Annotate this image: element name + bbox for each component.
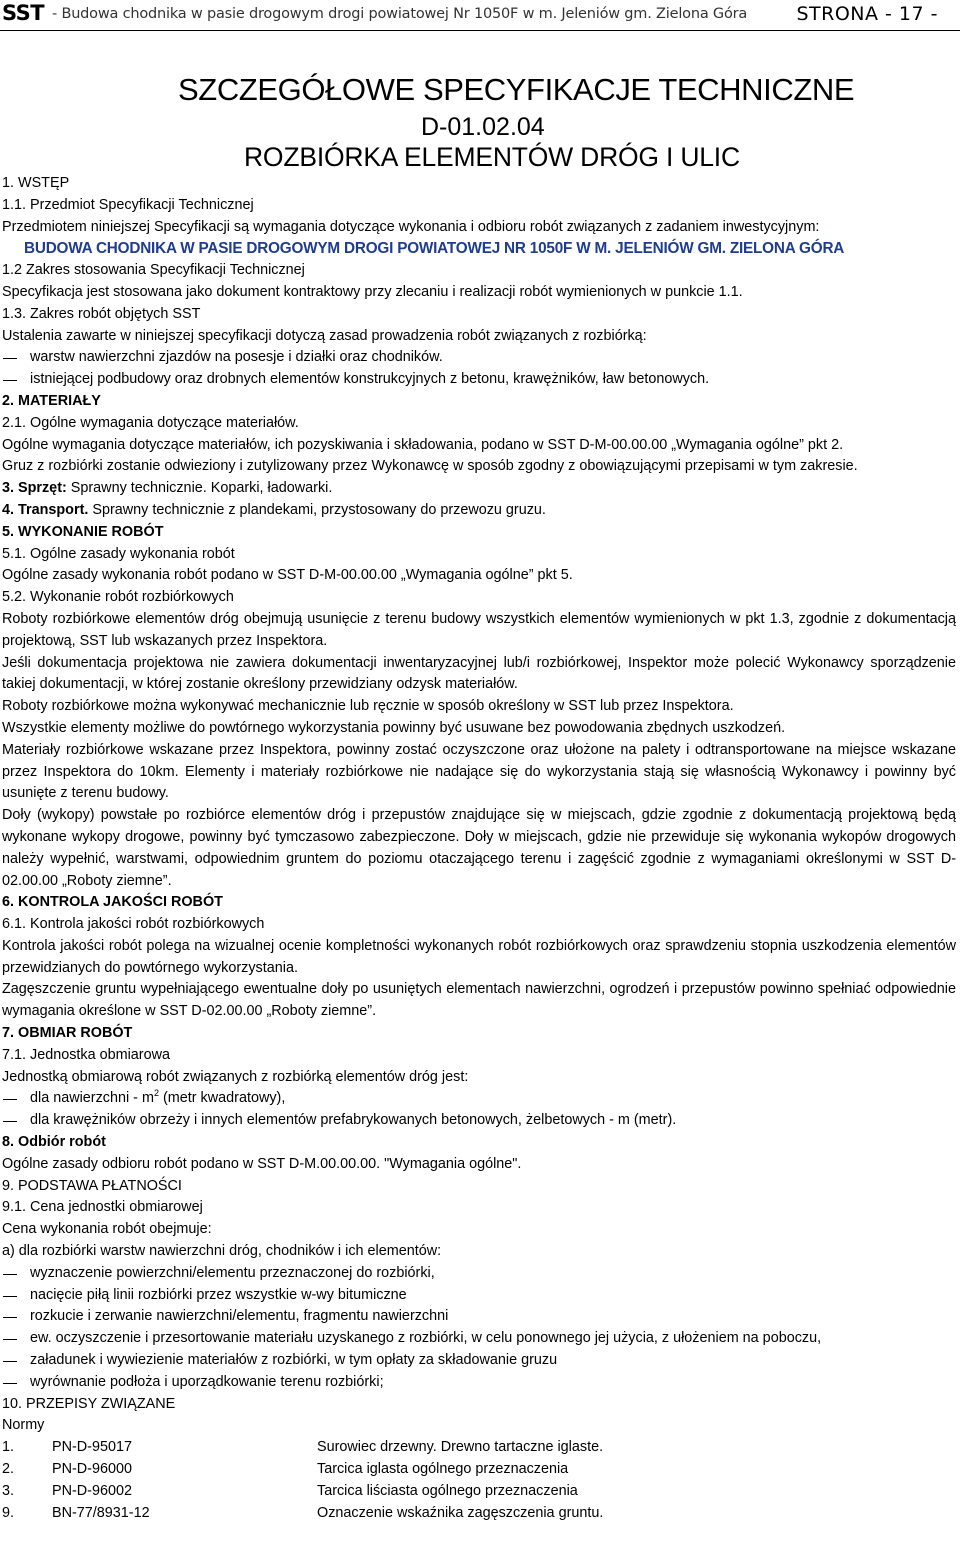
norm-description: Tarcica iglasta ogólnego przeznaczenia — [317, 1461, 569, 1478]
list-item: ew. oczyszczenie i przesortowanie materiału uzyskanego z rozbiórki, w celu ponownego jej użycia, z ułożeniem na poboczu, — [2, 1328, 956, 1350]
norm-code: PN-D-95017 — [52, 1439, 132, 1456]
list-item: rozkucie i zerwanie nawierzchni/elementu, fragmentu nawierzchni — [2, 1306, 956, 1328]
list-item: istniejącej podbudowy oraz drobnych elementów konstrukcyjnych z betonu, krawężników, ław betonowych. — [2, 369, 956, 391]
header-title: - Budowa chodnika w pasie drogowym drogi powiatowej Nr 1050F w m. Jeleniów gm. Zielona Góra — [52, 6, 748, 22]
heading-10: 10. PRZEPISY ZWIĄZANE — [2, 1395, 176, 1412]
heading-1: 1. WSTĘP — [2, 175, 70, 191]
heading-8: 8. Odbiór robót — [2, 1134, 106, 1151]
heading-5-1: 5.1. Ogólne zasady wykonania robót — [2, 545, 235, 562]
heading-7: 7. OBMIAR ROBÓT — [2, 1025, 133, 1042]
subheading-normy: Normy — [2, 1417, 45, 1434]
heading-1-3: 1.3. Zakres robót objętych SST — [2, 305, 201, 322]
heading-7-1: 7.1. Jednostka obmiarowa — [2, 1046, 170, 1063]
section-3-text: Sprawny technicznie. Koparki, ładowarki. — [70, 480, 333, 497]
heading-3: 3. Sprzęt: — [2, 480, 67, 497]
heading-2: 2. MATERIAŁY — [2, 392, 101, 409]
list-item-text: (metr kwadratowy), — [158, 1090, 286, 1107]
heading-1-2: 1.2 Zakres stosowania Specyfikacji Technicznej — [2, 262, 305, 279]
list-item: nacięcie piłą linii rozbiórki przez wszystkie w-wy bitumiczne — [2, 1285, 956, 1307]
list-item: warstw nawierzchni zjazdów na posesje i działki oraz chodników. — [2, 347, 956, 369]
paragraph: Zagęszczenie gruntu wypełniającego ewentualne doły po usuniętych elementach nawierzchni, ogrodzeń i przepustów powinno spełniać odpowiednie wymagania określone w SST D-02.00.00 „Roboty ziemne”. — [2, 981, 956, 1020]
heading-9-1: 9.1. Cena jednostki obmiarowej — [2, 1199, 203, 1216]
norm-code: PN-D-96000 — [52, 1461, 132, 1478]
norm-number: 9. — [2, 1504, 15, 1521]
list-item: załadunek i wywiezienie materiałów z rozbiórki, w tym opłaty za składowanie gruzu — [2, 1350, 956, 1372]
page-header — [0, 0, 960, 31]
paragraph: Jeśli dokumentacja projektowa nie zawiera dokumentacji inwentaryzacyjnej lub/i rozbiórkowej, Inspektor może polecić Wykonawcy sporządzenie takiej dokumentacji, w której zostanie określony przewidziany odzysk materiałów. — [2, 654, 956, 693]
page-number: STRONA - 17 - — [796, 3, 938, 25]
norm-row — [2, 1481, 956, 1503]
heading-5: 5. WYKONANIE ROBÓT — [2, 523, 164, 540]
doc-title: SZCZEGÓŁOWE SPECYFIKACJE TECHNICZNE — [178, 72, 855, 107]
list-item: dla krawężników obrzeży i innych elementów prefabrykowanych betonowych, żelbetowych - m (metr). — [2, 1110, 956, 1132]
norm-description: Surowiec drzewny. Drewno tartaczne iglaste. — [317, 1439, 604, 1456]
norm-row — [2, 1459, 956, 1481]
superscript: 2 — [153, 1088, 159, 1099]
doc-subtitle: ROZBIÓRKA ELEMENTÓW DRÓG I ULIC — [244, 142, 740, 172]
norm-description: Oznaczenie wskaźnika zagęszczenia gruntu. — [317, 1504, 604, 1521]
paragraph: Wszystkie elementy możliwe do powtórnego wykorzystania powinny być usuwane bez powodowania zbędnych uszkodzeń. — [2, 719, 786, 736]
document-body — [2, 173, 956, 1524]
paragraph: Ogólne zasady wykonania robót podano w SST D-M-00.00.00 „Wymagania ogólne” pkt 5. — [2, 567, 573, 584]
list-item-text: dla nawierzchni - m — [30, 1090, 154, 1107]
list-item — [2, 1088, 956, 1110]
heading-5-2: 5.2. Wykonanie robót rozbiórkowych — [2, 589, 234, 606]
header-code: SST — [2, 1, 45, 25]
heading-2-1: 2.1. Ogólne wymagania dotyczące materiałów. — [2, 414, 299, 431]
norm-code: BN-77/8931-12 — [52, 1504, 150, 1521]
list-item: wyznaczenie powierzchni/elementu przeznaczonej do rozbiórki, — [2, 1263, 956, 1285]
heading-6-1: 6.1. Kontrola jakości robót rozbiórkowych — [2, 916, 265, 933]
doc-code: D-01.02.04 — [421, 113, 545, 141]
section-4-text: Sprawny technicznie z plandekami, przystosowany do przewozu gruzu. — [92, 501, 546, 518]
section-3 — [2, 478, 956, 500]
heading-9: 9. PODSTAWA PŁATNOŚCI — [2, 1177, 182, 1194]
paragraph: Przedmiotem niniejszej Specyfikacji są wymagania dotyczące wykonania i odbioru robót związanych z zadaniem inwestycyjnym: — [2, 218, 820, 235]
paragraph: Doły (wykopy) powstałe po rozbiórce elementów dróg i przepustów znajdujące się w miejscach, gdzie zgodnie z dokumentacją projektową będą wykonane wykopy drogowe, powinny być tymczasowo zabezpieczone. Doły w miejscach, gdzie nie przewiduje się wykonania wykopów drogowych należy wypełnić, warstwami, odpowiednim gruntem do poziomu otaczającego terenu i zagęścić zgodnie z wymaganiami określonymi w SST D-02.00.00 „Roboty ziemne”. — [2, 807, 956, 889]
paragraph: Specyfikacja jest stosowana jako dokument kontraktowy przy zlecaniu i realizacji robót wymienionych w punkcie 1.1. — [2, 283, 743, 300]
norm-code: PN-D-96002 — [52, 1482, 132, 1499]
norm-number: 3. — [2, 1482, 15, 1499]
norm-row — [2, 1503, 956, 1525]
paragraph: Gruz z rozbiórki zostanie odwieziony i zutylizowany przez Wykonawcę w sposób zgodny z obowiązującymi przepisami w tym zakresie. — [2, 458, 858, 475]
norm-number: 1. — [2, 1439, 15, 1456]
paragraph: Ogólne wymagania dotyczące materiałów, ich pozyskiwania i składowania, podano w SST D-M-00.00.00 „Wymagania ogólne” pkt 2. — [2, 436, 844, 453]
paragraph: Kontrola jakości robót polega na wizualnej ocenie kompletności wykonanych robót rozbiórkowych oraz sprawdzeniu stopnia uszkodzenia elementów przewidzianych do powtórnego wykorzystania. — [2, 937, 956, 976]
paragraph: Cena wykonania robót obejmuje: — [2, 1221, 212, 1238]
paragraph: Jednostką obmiarową robót związanych z rozbiórką elementów dróg jest: — [2, 1068, 469, 1085]
norm-description: Tarcica liściasta ogólnego przeznaczenia — [317, 1482, 578, 1499]
section-4 — [2, 500, 956, 522]
project-name: BUDOWA CHODNIKA W PASIE DROGOWYM DROGI POWIATOWEJ NR 1050F W M. JELENIÓW GM. ZIELONA GÓRA — [24, 240, 845, 258]
heading-6: 6. KONTROLA JAKOŚCI ROBÓT — [2, 894, 223, 911]
paragraph: a) dla rozbiórki warstw nawierzchni dróg, chodników i ich elementów: — [2, 1243, 442, 1260]
list-item: wyrównanie podłoża i uporządkowanie terenu rozbiórki; — [2, 1372, 956, 1394]
heading-4: 4. Transport. — [2, 501, 89, 518]
norm-row — [2, 1437, 956, 1459]
heading-1-1: 1.1. Przedmiot Specyfikacji Technicznej — [2, 196, 254, 213]
paragraph: Materiały rozbiórkowe wskazane przez Inspektora, powinny zostać oczyszczone oraz ułożone na palety i odtransportowane na miejsce wskazane przez Inspektora do 10km. Elementy i materiały rozbiórkowe nie nadające się do wykorzystania stają się własnością Wykonawcy i powinny być usunięte z terenu budowy. — [2, 741, 956, 802]
paragraph: Ogólne zasady odbioru robót podano w SST D-M.00.00.00. "Wymagania ogólne". — [2, 1155, 522, 1172]
paragraph: Ustalenia zawarte w niniejszej specyfikacji dotyczą zasad prowadzenia robót związanych z rozbiórką: — [2, 327, 647, 344]
norm-number: 2. — [2, 1461, 15, 1478]
paragraph: Roboty rozbiórkowe elementów dróg obejmują usunięcie z terenu budowy wszystkich elementów wymienionych w pkt 1.3, zgodnie z dokumentacją projektową, SST lub wskazanych przez Inspektora. — [2, 610, 956, 649]
paragraph: Roboty rozbiórkowe można wykonywać mechanicznie lub ręcznie w sposób określony w SST lub przez Inspektora. — [2, 698, 734, 715]
